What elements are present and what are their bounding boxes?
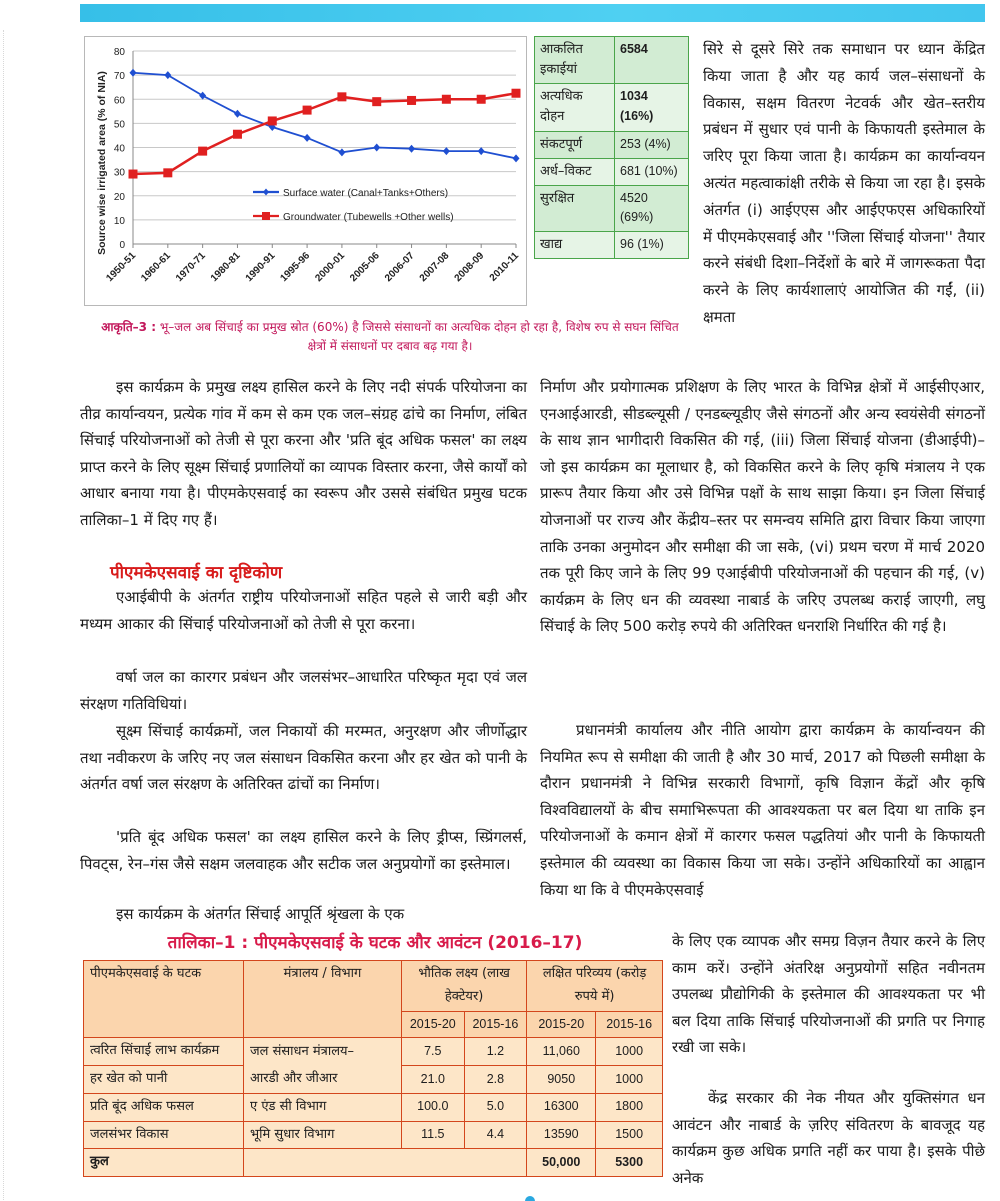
table-row <box>535 84 689 131</box>
stat-label: आकलित इकाईयां <box>535 37 615 84</box>
y-tick-label: 10 <box>113 215 125 227</box>
legend-label: Surface water (Canal+Tanks+Others) <box>283 188 449 199</box>
value-cell: 11.5 <box>402 1121 465 1149</box>
table-total-row <box>84 1149 663 1177</box>
stat-value: 96 (1%) <box>615 231 689 258</box>
value-cell: 1000 <box>596 1038 663 1066</box>
data-point <box>338 148 345 156</box>
data-point <box>443 147 450 155</box>
ministry-cell: भूमि सुधार विभाग <box>244 1121 402 1149</box>
data-point <box>512 89 521 98</box>
line-chart <box>84 36 527 306</box>
data-point <box>164 71 171 79</box>
data-point <box>372 97 381 106</box>
chart-plot <box>85 37 528 307</box>
allocation-table <box>83 960 663 1177</box>
column-header-physical-target: भौतिक लक्ष्य (लाख हेक्टेयर) <box>402 961 527 1012</box>
value-cell: 2.8 <box>464 1066 527 1094</box>
stat-value: 681 (10%) <box>615 158 689 185</box>
total-value: 5300 <box>596 1149 663 1177</box>
data-point <box>198 147 207 156</box>
y-tick-label: 60 <box>113 95 125 107</box>
table-row <box>535 37 689 84</box>
stat-label: अत्यधिक दोहन <box>535 84 615 131</box>
x-tick-label: 1970-71 <box>174 250 208 285</box>
table-row <box>84 1121 663 1149</box>
approach-paragraph-5: इस कार्यक्रम के अंतर्गत सिंचाई आपूर्ति श्रृंखला के एक <box>116 905 405 923</box>
ministry-cell: जल संसाधन मंत्रालय– <box>244 1038 402 1066</box>
x-tick-label: 2010-11 <box>487 250 522 284</box>
data-point <box>408 145 415 153</box>
series-line <box>133 73 516 159</box>
data-point <box>513 154 520 162</box>
table-header-row <box>84 961 663 1012</box>
right-column-paragraph-2-continued: के लिए एक व्यापक और समग्र विज़न तैयार करने के लिए काम करें। उन्होंने अंतरिक्ष अनुप्रयोगों सहित नवीनतम उपलब्ध प्रौद्योगिकी के इस्तेमाल की आवश्यकता पर भी बल दिया ताकि सिंचाई परियोजनाओं की प्रगति पर निगाह रखी जा सके। <box>672 932 985 1057</box>
x-tick-label: 1950-51 <box>104 250 139 285</box>
data-point <box>199 92 206 100</box>
column-header-component: पीएमकेएसवाई के घटक <box>84 961 244 1038</box>
data-point <box>373 144 380 152</box>
data-point <box>268 116 277 125</box>
data-point <box>478 147 485 155</box>
header-color-strip <box>80 4 985 22</box>
x-tick-label: 1980-81 <box>208 250 243 285</box>
total-value: 50,000 <box>527 1149 596 1177</box>
legend-label: Groundwater (Tubewells +Other wells) <box>283 212 454 223</box>
y-tick-label: 40 <box>113 143 125 155</box>
page-marker-icon <box>525 1196 535 1201</box>
right-column-paragraph-1: निर्माण और प्रयोगात्मक प्रशिक्षण के लिए भारत के विभिन्न क्षेत्रों में आईसीएआर, एनआईआरडी, सीडब्ल्यूसी / एनडब्ल्यूडीए जैसे संगठनों और अन्य स्वयंसेवी संगठनों के साथ ज्ञान भागीदारी विकसित की गई, (iii) जिला सिंचाई योजना (डीआईपी)–जो इस कार्यक्रम का मूलाधार है, को विकसित करने के लिए कृषि मंत्रालय ने एक प्रारूप तैयार किया और उसे विभिन्न पक्षों के साथ साझा किया। इन जिला सिंचाई योजनाओं पर राज्य और केंद्रीय–स्तर पर समन्वय समिति द्वारा विचार किया जाएगा ताकि उनका अनुमोदन और समीक्षा की जा सके, (vi) प्रथम चरण में मार्च 2020 तक पूरी किए जाने के लिए 99 एआईबीपी परियोजनाओं की पहचान की गई, (v) कार्यक्रम के लिए धन की व्यवस्था नाबार्ड के जरिए उपलब्ध कराई जाएगी, लघु सिंचाई के लिए 500 करोड़ रुपये की अतिरिक्त धनराशि निर्धारित की गई है। <box>540 378 985 636</box>
right-column-paragraph-3: केंद्र सरकार की नेक नीयत और युक्तिसंगत धन आवंटन और नाबार्ड के ज़रिए संवितरण के बावजूद यह कार्यक्रम कुछ अधिक प्रगति नहीं कर पाया है। इसके पीछे अनेक <box>672 1089 985 1187</box>
stat-value: 1034 (16%) <box>615 84 689 131</box>
ministry-cell: आरडी और जीआर <box>244 1066 402 1094</box>
y-tick-label: 50 <box>113 119 125 131</box>
stat-value: 253 (4%) <box>615 131 689 158</box>
y-tick-label: 70 <box>113 71 125 83</box>
table-row <box>535 158 689 185</box>
figure-caption-label: आकृति–3 : <box>101 320 156 334</box>
value-cell: 4.4 <box>464 1121 527 1149</box>
value-cell: 11,060 <box>527 1038 596 1066</box>
series-line <box>133 93 516 174</box>
stat-label: सुरक्षित <box>535 185 615 231</box>
component-cell: हर खेत को पानी <box>84 1066 244 1094</box>
x-tick-label: 2005-06 <box>348 250 382 285</box>
y-tick-label: 20 <box>113 191 125 203</box>
x-tick-label: 1995-96 <box>278 250 313 285</box>
x-tick-label: 2006-07 <box>382 250 417 285</box>
value-cell: 1000 <box>596 1066 663 1094</box>
groundwater-assessment-table <box>534 36 689 259</box>
x-tick-label: 1960-61 <box>139 250 173 285</box>
approach-paragraph-4: 'प्रति बूंद अधिक फसल' का लक्ष्य हासिल करने के लिए ड्रीप्स, स्प्रिंगलर्स, पिवट्स, रेन–गंस जैसे सक्षम जलवाहक और सटीक जल अनुप्रयोगों का इस्तेमाल। <box>80 828 527 873</box>
value-cell: 1800 <box>596 1093 663 1121</box>
data-point <box>337 92 346 101</box>
right-column-top-paragraph: सिरे से दूसरे सिरे तक समाधान पर ध्यान केंद्रित किया जाता है और यह कार्य जल–संसाधनों के विकास, सक्षम वितरण नेटवर्क और खेत–स्तरीय प्रबंधन में सुधार एवं पानी के किफायती इस्तेमाल के जरिए पूरा किया जाता है। कार्यक्रम का कार्यान्वयन अत्यंत महत्वाकांक्षी तरीके से किया जा रहा है। इसके अंतर्गत (i) आईएएस और आईएफएस अधिकारियों में पीएमकेएसवाई और ''जिला सिंचाई योजना'' तैयार करने संबंधी दिशा–निर्देशों के बारे में जागरूकता पैदा करने के लिए कार्यशालाएं आयोजित की गईं, (ii) क्षमता <box>703 40 985 326</box>
data-point <box>234 110 241 118</box>
approach-paragraph-1: एआईबीपी के अंतर्गत राष्ट्रीय परियोजनाओं सहित पहले से जारी बड़ी और मध्यम आकार की सिंचाई परियोजनाओं को तेजी से पूरा करना। <box>80 588 527 633</box>
y-tick-label: 0 <box>119 240 125 251</box>
table-row <box>535 185 689 231</box>
right-column-paragraph-2: प्रधानमंत्री कार्यालय और नीति आयोग द्वारा कार्यक्रम के कार्यान्वयन की नियमित रूप से समीक्षा की जाती है और 30 मार्च, 2017 को पिछली समीक्षा के दौरान प्रधानमंत्री ने विभिन्न सरकारी विभागों, कृषि विज्ञान केंद्रों और कृषि विश्वविद्यालयों के बीच समाभिरूपता की आवश्यकता पर बल दिया था ताकि इन परियोजनाओं के कमान क्षेत्रों में कारगर फसल पद्धतियां और पानी के किफायती इस्तेमाल की व्यवस्था का विकास किया जा सके। उन्होंने अधिकारियों का आह्वान किया था कि वे पीएमकेएसवाई <box>540 721 985 899</box>
column-header-outlay: लक्षित परिव्यय (करोड़ रुपये में) <box>527 961 663 1012</box>
value-cell: 13590 <box>527 1121 596 1149</box>
x-tick-label: 1990-91 <box>243 250 278 285</box>
stat-label: संकटपूर्ण <box>535 131 615 158</box>
value-cell: 7.5 <box>402 1038 465 1066</box>
approach-paragraph-3: सूक्ष्म सिंचाई कार्यक्रमों, जल निकायों की मरम्मत, अनुरक्षण और जीर्णोद्धार तथा नवीकरण के जरिए नए जल संसाधन विकसित करना और हर खेत को पानी के अंतर्गत वर्षा जल संरक्षण के अतिरिक्त ढांचों का निर्माण। <box>80 722 527 794</box>
x-tick-label: 2007-08 <box>417 250 452 285</box>
x-tick-label: 2008-09 <box>452 250 487 285</box>
data-point <box>233 130 242 139</box>
approach-paragraph-2: वर्षा जल का कारगर प्रबंधन और जलसंभर–आधारित परिष्कृत मृदा एवं जल संरक्षण गतिविधियां। <box>80 668 527 713</box>
data-point <box>303 106 312 115</box>
stat-value: 4520 (69%) <box>615 185 689 231</box>
y-tick-label: 80 <box>113 47 125 58</box>
value-cell: 16300 <box>527 1093 596 1121</box>
data-point <box>477 95 486 104</box>
x-tick-label: 2000-01 <box>313 250 348 285</box>
chart-y-axis-label: Source wise irrigated area (% of NIA) <box>96 71 108 255</box>
table-title: तालिका–1 : पीएमकेएसवाई के घटक और आवंटन (2016–17) <box>167 933 583 953</box>
stat-label: अर्ध–विकट <box>535 158 615 185</box>
component-cell: त्वरित सिंचाई लाभ कार्यक्रम <box>84 1038 244 1066</box>
stat-label: खाद्य <box>535 231 615 258</box>
stat-value: 6584 <box>615 37 689 84</box>
table-row <box>84 1093 663 1121</box>
value-cell: 21.0 <box>402 1066 465 1094</box>
data-point <box>304 134 311 142</box>
subheader-year: 2015-20 <box>527 1011 596 1038</box>
table-row <box>535 231 689 258</box>
component-cell: जलसंभर विकास <box>84 1121 244 1149</box>
empty-cell <box>244 1149 527 1177</box>
figure-caption <box>100 318 680 355</box>
data-point <box>163 168 172 177</box>
subheader-year: 2015-16 <box>596 1011 663 1038</box>
table-row <box>84 1066 663 1094</box>
data-point <box>442 95 451 104</box>
value-cell: 1500 <box>596 1121 663 1149</box>
data-point <box>129 170 138 179</box>
column-header-ministry: मंत्रालय / विभाग <box>244 961 402 1038</box>
data-point <box>407 96 416 105</box>
intro-paragraph: इस कार्यक्रम के प्रमुख लक्ष्य हासिल करने के लिए नदी संपर्क परियोजना का तीव्र कार्यान्वयन, प्रत्येक गांव में कम से कम एक जल–संग्रह ढांचे का निर्माण, लंबित सिंचाई परियोजनाओं को तेजी से पूरा करना और 'प्रति बूंद अधिक फसल' का लक्ष्य प्राप्त करने के लिए सूक्ष्म सिंचाई प्रणालियों का व्यापक विस्तार करना, जैसे कार्यों को आधार बनाया गया है। पीएमकेएसवाई का स्वरूप और उससे संबंधित प्रमुख घटक तालिका–1 में दिए गए हैं। <box>80 378 528 529</box>
value-cell: 100.0 <box>402 1093 465 1121</box>
value-cell: 1.2 <box>464 1038 527 1066</box>
table-row <box>535 131 689 158</box>
ministry-cell: ए एंड सी विभाग <box>244 1093 402 1121</box>
component-cell: प्रति बूंद अधिक फसल <box>84 1093 244 1121</box>
value-cell: 9050 <box>527 1066 596 1094</box>
page-edge <box>3 30 5 1200</box>
subheader-year: 2015-16 <box>464 1011 527 1038</box>
value-cell: 5.0 <box>464 1093 527 1121</box>
section-heading: पीएमकेएसवाई का दृष्टिकोण <box>110 563 283 583</box>
figure-caption-text: भू–जल अब सिंचाई का प्रमुख स्रोत (60%) है जिससे संसाधनों का अत्यधिक दोहन हो रहा है, विशेष रुप से सघन सिंचित क्षेत्रों में संसाधनों पर दबाव बढ़ गया है। <box>159 320 679 353</box>
total-label: कुल <box>84 1149 244 1177</box>
table-row <box>84 1038 663 1066</box>
y-tick-label: 30 <box>113 167 125 179</box>
subheader-year: 2015-20 <box>402 1011 465 1038</box>
